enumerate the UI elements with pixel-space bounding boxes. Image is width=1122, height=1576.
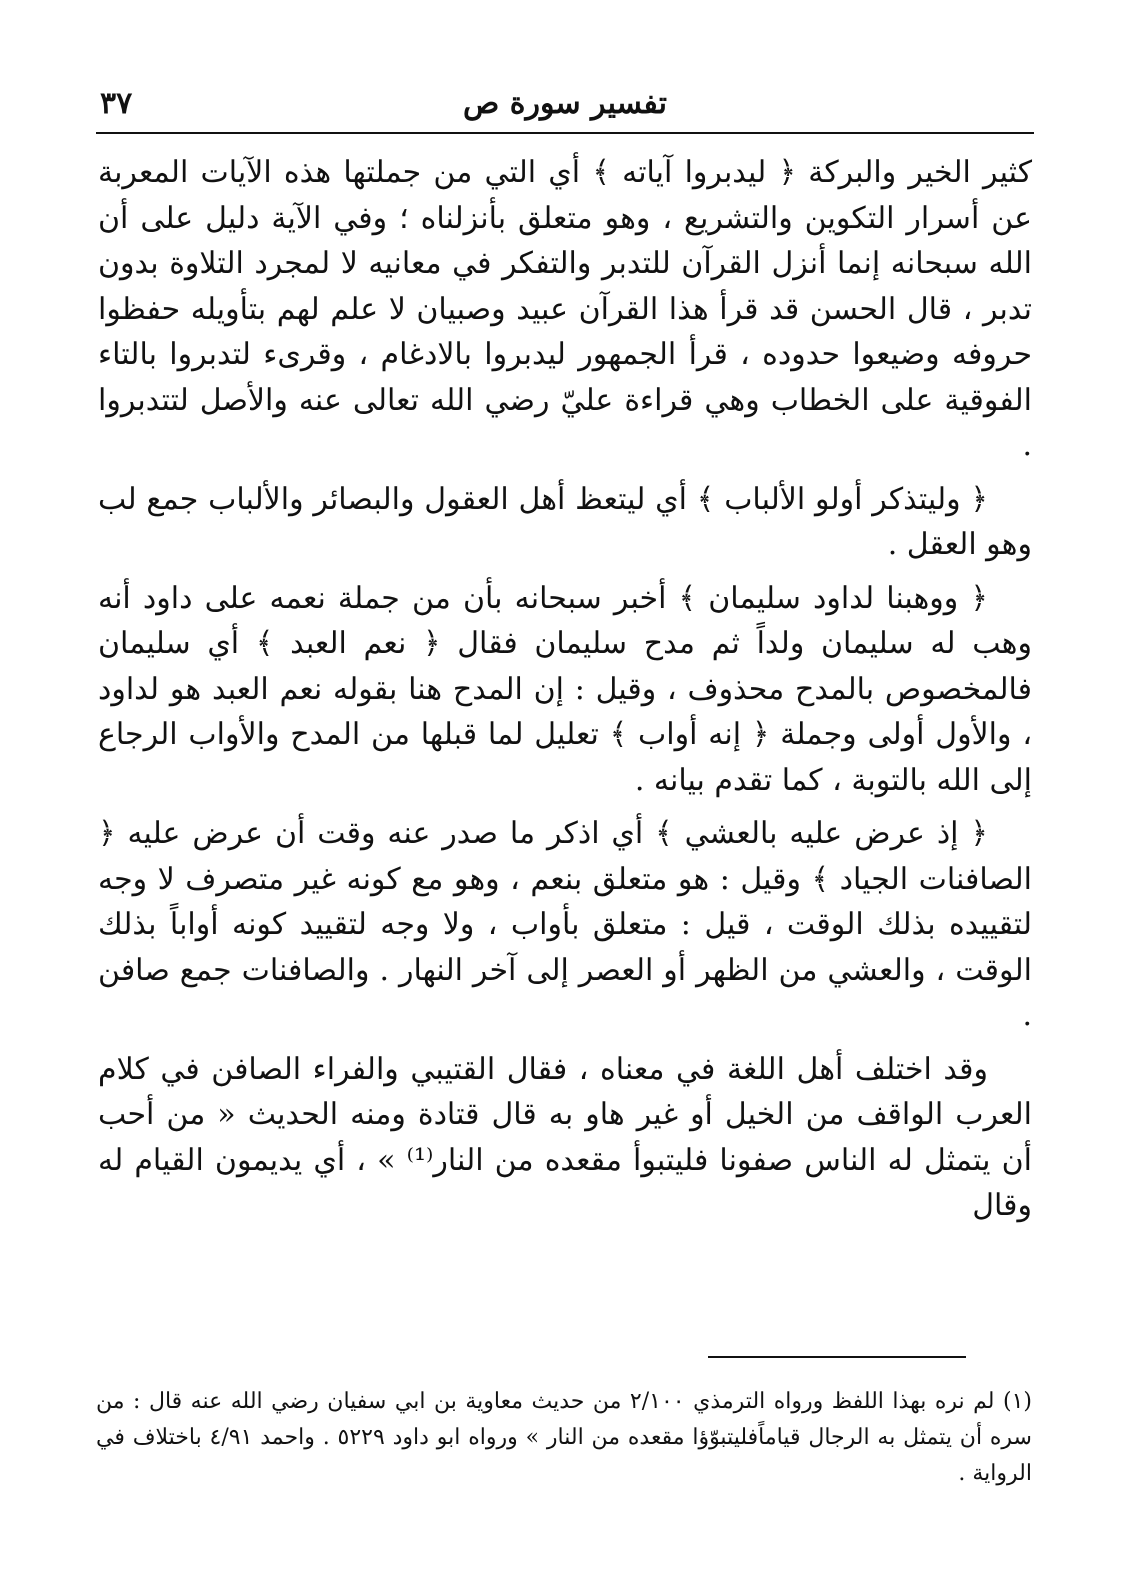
footnote-divider — [708, 1356, 966, 1358]
header-divider — [96, 132, 1034, 134]
paragraph-2: ﴿ وليتذكر أولو الألباب ﴾ أي ليتعظ أهل العقول والبصائر والألباب جمع لب وهو العقل . — [98, 481, 1032, 562]
page-number: ٣٧ — [100, 86, 133, 121]
paragraph-4: ﴿ إذ عرض عليه بالعشي ﴾ أي اذكر ما صدر عنه وقت أن عرض عليه ﴿ الصافنات الجياد ﴾ وقيل : هو متعلق بنعم ، وهو مع كونه غير متصرف لا وجه لتقييده بذلك الوقت ، قيل : متعلق بأواب ، ولا وجه لتقييد كونه أواباً بذلك الوقت ، والعشي من الظهر أو العصر إلى آخر النهار . والصافنات جمع صافن . — [98, 816, 1032, 1033]
footnote: (١) لم نره بهذا اللفظ ورواه الترمذي ٢/١٠٠ من حديث معاوية بن ابي سفيان رضي الله عنه قال : من سره أن يتمثل به الرجال قياماًفليتبوّؤا مقعده من النار » ورواه ابو داود ٥٢٢٩ . واحمد ٤/٩١ باختلاف في الرواية . — [96, 1389, 1033, 1486]
paragraph-1: كثير الخير والبركة ﴿ ليدبروا آياته ﴾ أي التي من جملتها هذه الآيات المعربة عن أسرار التكوين والتشريع ، وهو متعلق بأنزلناه ؛ وفي الآية دليل على أن الله سبحانه إنما أنزل القرآن للتدبر والتفكر في معانيه لا لمجرد التلاوة بدون تدبر ، قال الحسن قد قرأ هذا القرآن عبيد وصبيان لا علم لهم بتأويله حفظوا حروفه وضيعوا حدوده ، قرأ الجمهور ليدبروا بالادغام ، وقرىء لتدبروا بالتاء الفوقية على الخطاب وهي قراءة عليّ رضي الله تعالى عنه والأصل لتتدبروا . — [98, 155, 1032, 463]
paragraph-3: ﴿ ووهبنا لداود سليمان ﴾ أخبر سبحانه بأن من جملة نعمه على داود أنه وهب له سليمان ولداً ثم مدح سليمان فقال ﴿ نعم العبد ﴾ أي سليمان فالمخصوص بالمدح محذوف ، وقيل : إن المدح هنا بقوله نعم العبد هو لداود ، والأول أولى وجملة ﴿ إنه أواب ﴾ تعليل لما قبلها من المدح والأواب الرجاع إلى الله بالتوبة ، كما تقدم بيانه . — [98, 580, 1032, 798]
main-text — [98, 150, 1032, 1237]
page-title: تفسير سورة ص — [463, 86, 667, 121]
paragraph-5: وقد اختلف أهل اللغة في معناه ، فقال القتيبي والفراء الصافن في كلام العرب الواقف من الخيل أو غير هاو به قال قتادة ومنه الحديث « من أحب أن يتمثل له الناس صفونا فليتبوأ مقعده من النار⁽¹⁾ » ، أي يديمون القيام له وقال — [98, 1051, 1032, 1223]
running-header — [96, 82, 1034, 126]
